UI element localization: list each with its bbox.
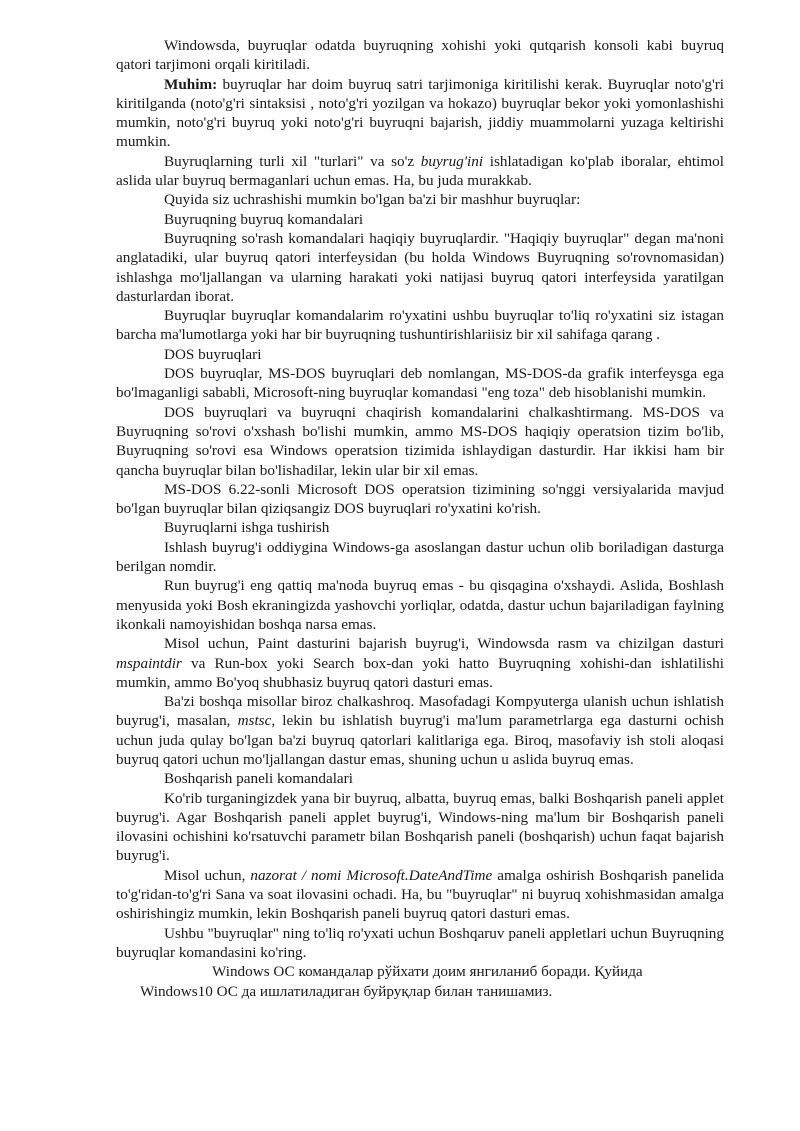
paragraph: Run buyrug'i eng qattiq ma'noda buyruq emas - bu qisqagina o'xshaydi. Aslida, Boshlash menyusida yoki Bosh ekraningizda yashovchi yorliqlar, odatda, dastur uchun bajariladigan faylning ikonkali namoyishidan boshqa narsa emas.: [116, 577, 724, 633]
italic-term: mstsc: [237, 712, 272, 730]
paragraph-text: Buyruqlarning turli xil "turlari" va so'z: [164, 152, 421, 170]
section-heading: Buyruqlarni ishga tushirish: [164, 519, 330, 537]
section-heading: DOS buyruqlari: [164, 345, 262, 363]
section-heading: Buyruqning buyruq komandalari: [164, 210, 364, 228]
paragraph: DOS buyruqlar, MS-DOS buyruqlari deb nomlangan, MS-DOS-da grafik interfeysga ega bo'lmaganligi sababli, Microsoft-ning buyruqlar komandasi "eng toza" deb hisoblanishi mumkin.: [116, 365, 724, 402]
paragraph: Windowsda, buyruqlar odatda buyruqning xohishi yoki qutqarish konsoli kabi buyruq qatori tarjimoni orqali kiritiladi.: [116, 37, 724, 74]
paragraph-text: Windows ОС командалар рўйхати доим янгиланиб бoради. Қуйида: [212, 963, 643, 981]
paragraph: MS-DOS 6.22-sonli Microsoft DOS operatsion tizimining so'nggi versiyalarida mavjud bo'lgan buyruqlar bilan qiziqsangiz DOS buyruqlari ro'yxatini ko'rish.: [116, 480, 724, 518]
paragraph: Ishlash buyrug'i oddiygina Windows-ga asoslangan dastur uchun olib boriladigan dasturga berilgan nomdir.: [116, 538, 724, 576]
paragraph-text: amalga oshirish Boshqarish panelida to'g'ridan-to'g'ri Sana va soat ilovasini ochadi. Ha, bu "buyruqlar" ni buyruq xohishmasidan amalga oshirishingiz mumkin, lekin Boshqarish paneli buyruq qatori dasturi emas.: [116, 866, 724, 923]
paragraph-cyrillic: [140, 962, 724, 1001]
paragraph-text: buyruqlar har doim buyruq satri tarjimoniga kiritilishi kerak. Buyruqlar noto'g'ri kiritilganda (noto'g'ri sintaksisi , noto'g'ri yozilgan va hokazo) buyruqlar bekor yoki yomonlashishi mumkin, noto'g'ri buyruq yoki noto'g'ri buyruqni bajarish, jiddiy muammolarni yuzaga keltirishi mumkin.: [116, 75, 724, 151]
italic-term: nazorat / nomi Microsoft.DateAndTime: [250, 866, 493, 884]
document-page: [116, 36, 724, 1001]
italic-term: mspaintdir: [116, 654, 182, 672]
paragraph: Buyruqlar buyruqlar komandalarim ro'yxatini ushbu buyruqlar to'liq ro'yxatini siz istagan barcha ma'lumotlarga yoki har bir buyruqning tushuntirishlariisiz bir xil sahifaga qarang .: [116, 307, 724, 344]
paragraph: DOS buyruqlari va buyruqni chaqirish komandalarini chalkashtirmang. MS-DOS va Buyruqning so'rovi o'xshash bo'lishi mumkin, ammo MS-DOS haqiqiy operatsion tizim bo'lib, Buyruqning so'rovi esa Windows operatsion tizimida ishlaydigan dasturdir. Har ikkisi ham bir qancha buyruqlar bilan bo'lishadilar, lekin ular bir xil emas.: [116, 403, 724, 479]
paragraph-text: Windows10 ОС да ишлатиладиган буйруқлар билан танишамиз.: [140, 982, 553, 1000]
paragraph-text: va Run-box yoki Search box-dan yoki hatto Buyruqning xohishi-dan ishlatilishi mumkin, ammo Bo'yoq shubhasiz buyruq qatori dasturi emas.: [116, 654, 724, 691]
paragraph-text: Misol uchun, Paint dasturini bajarish buyrug'i, Windowsda rasm va chizilgan dasturi: [164, 635, 724, 653]
paragraph-text: Misol uchun,: [164, 866, 251, 884]
paragraph: [116, 152, 724, 191]
paragraph: Buyruqning so'rash komandalari haqiqiy buyruqlardir. "Haqiqiy buyruqlar" degan ma'noni anglatadiki, ular buyruq qatori interfeysidan (bu holda Windows Buyruqning so'rovnomasidan) ishlashga mo'ljallangan va ularning harakati yoki natijasi buyruq qatori interfeysida yaratilgan dasturlardan iborat.: [116, 229, 724, 305]
italic-term: buyrug'ini: [420, 152, 484, 170]
paragraph: Ushbu "buyruqlar" ning to'liq ro'yxati uchun Boshqaruv paneli appletlari uchun Buyruqning buyruqlar komandasini ko'ring.: [116, 924, 724, 961]
paragraph-text: Ba'zi boshqa misollar biroz chalkashroq. Masofadagi Kompyuterga ulanish uchun ishlatish buyrug'i, masalan,: [116, 693, 724, 730]
important-label: Muhim:: [164, 75, 218, 93]
paragraph: [116, 634, 724, 692]
paragraph: [116, 692, 724, 769]
paragraph: Quyida siz uchrashishi mumkin bo'lgan ba'zi bir mashhur buyruqlar:: [164, 191, 581, 209]
paragraph-text: ishlatadigan ko'plab iboralar, ehtimol aslida ular buyruq bermaganlari uchun emas. Ha, bu juda murakkab.: [116, 152, 724, 190]
paragraph-important: [116, 75, 724, 152]
section-heading: Boshqarish paneli komandalari: [164, 770, 353, 788]
paragraph: Ko'rib turganingizdek yana bir buyruq, albatta, buyruq emas, balki Boshqarish paneli applet buyrug'i. Agar Boshqarish paneli applet buyrug'i, Windows-ning ma'lum bir Boshqarish paneli ilovasini ochishini ko'rsatuvchi parametr bilan Boshqarish paneli (boshqarish) uchun faqat bajarish buyrug'i.: [116, 789, 724, 865]
paragraph-text: , lekin bu ishlatish buyrug'i ma'lum parametrlarga ega dasturni ochish uchun juda qulay bo'lgan ba'zi buyruq qatorlari kalitlariga ega. Biroq, masofaviy ish stoli aloqasi buyruq qatori uchun mo'ljallangan dastur emas, shuning uchun u aslida buyruq emas.: [116, 712, 724, 768]
paragraph: [116, 866, 724, 924]
